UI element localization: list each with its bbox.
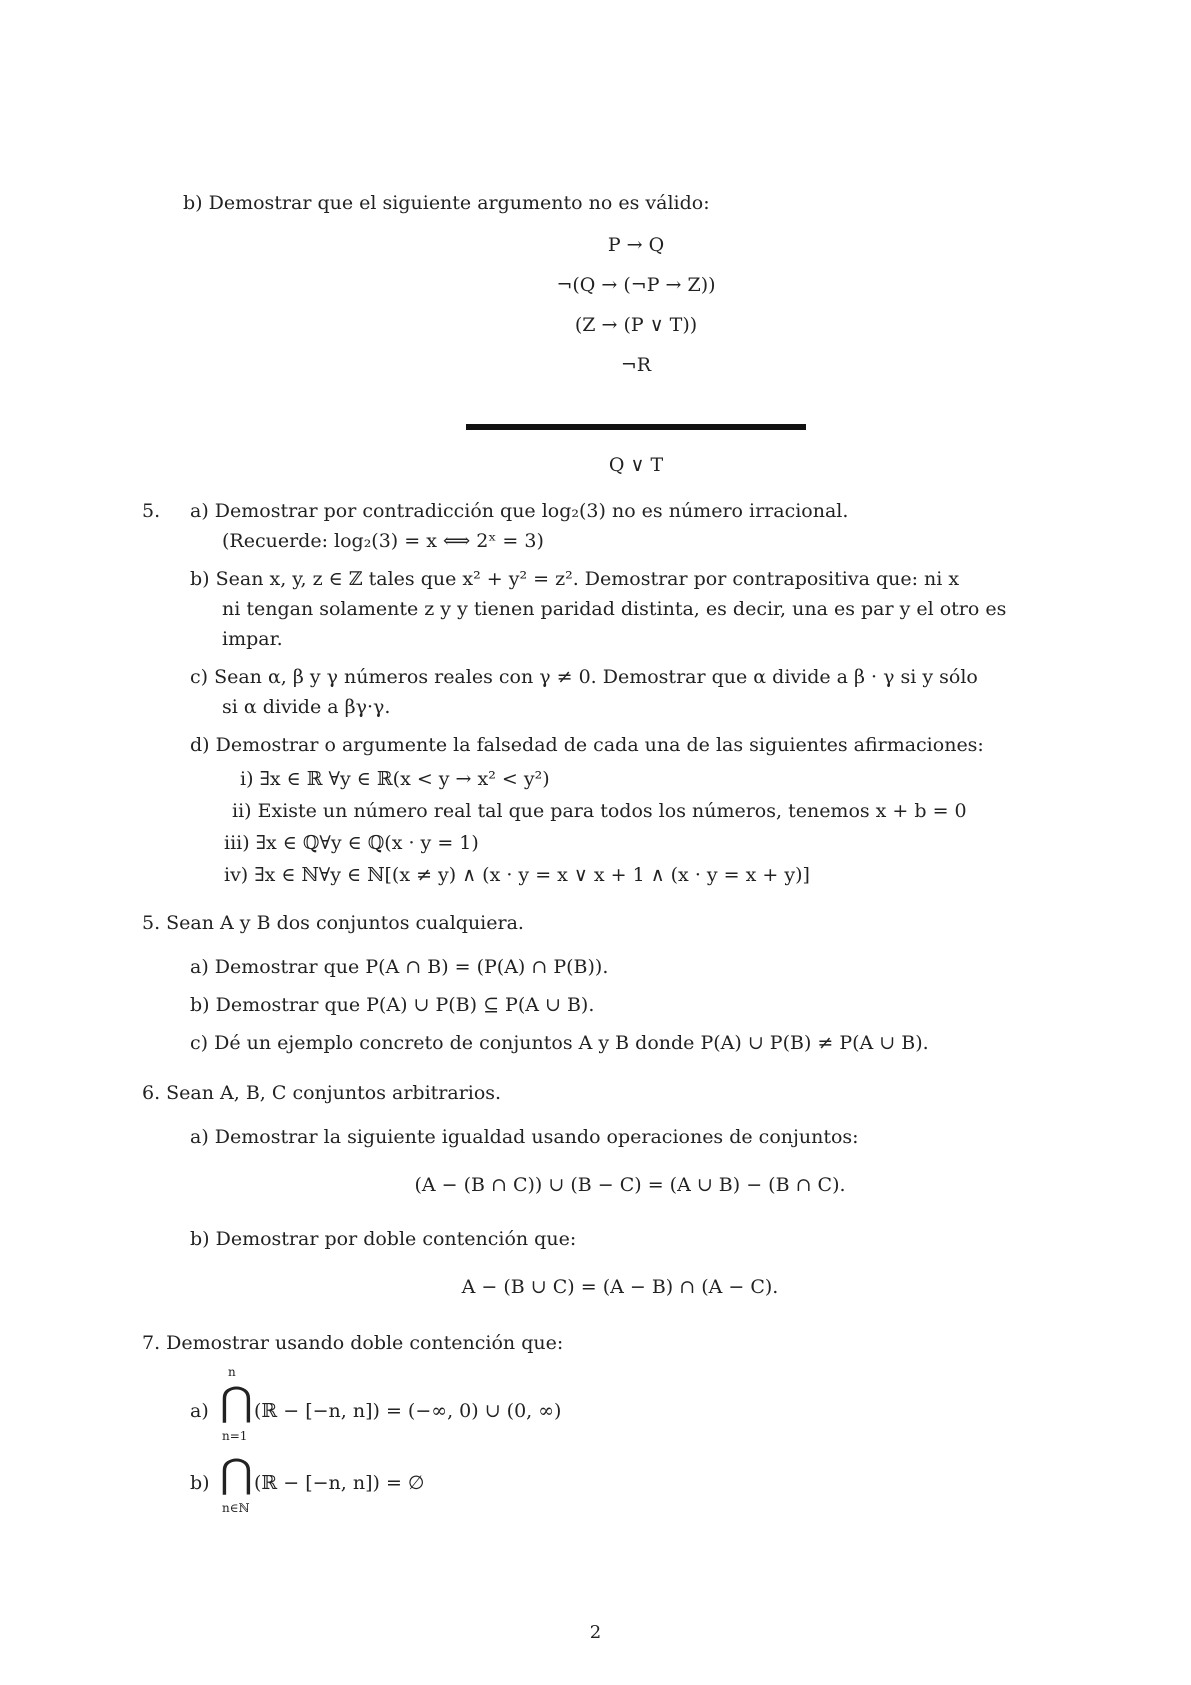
big-intersection-icon: ⋂ xyxy=(220,1451,253,1497)
ex7-b: b) Demostrar por doble contención que: xyxy=(190,1228,577,1250)
ex5-c-line2: si α divide a βγ·γ. xyxy=(222,696,391,718)
ex5-c-line1: c) Sean α, β y γ números reales con γ ≠ 0. Demostrar que α divide a β · γ si y sólo xyxy=(190,666,978,688)
ex6-c: c) Dé un ejemplo concreto de conjuntos A y B donde P(A) ∪ P(B) ≠ P(A ∪ B). xyxy=(190,1032,929,1054)
ex7-a-equation: (A − (B ∩ C)) ∪ (B − C) = (A ∪ B) − (B ∩ C). xyxy=(414,1174,846,1196)
ex7-a: a) Demostrar la siguiente igualdad usando operaciones de conjuntos: xyxy=(190,1126,859,1148)
premise-2: ¬(Q → (¬P → Z)) xyxy=(556,274,716,296)
ex8-intro: 7. Demostrar usando doble contención que: xyxy=(142,1332,564,1354)
ex6-a: a) Demostrar que P(A ∩ B) = (P(A) ∩ P(B)). xyxy=(190,956,609,978)
ex5-a-line2: (Recuerde: log₂(3) = x ⟺ 2ˣ = 3) xyxy=(222,530,544,552)
ex5-b-line2: ni tengan solamente z y y tienen paridad distinta, es decir, una es par y el otro es xyxy=(222,598,1007,620)
ex8-a-rest: (ℝ − [−n, n]) = (−∞, 0) ∪ (0, ∞) xyxy=(254,1400,562,1422)
premise-4: ¬R xyxy=(620,354,652,376)
ex6-intro: 5. Sean A y B dos conjuntos cualquiera. xyxy=(142,912,524,934)
ex5-d: d) Demostrar o argumente la falsedad de cada una de las siguientes afirmaciones: xyxy=(190,734,984,756)
premise-3: (Z → (P ∨ T)) xyxy=(574,314,698,336)
ex5-d-i: i) ∃x ∈ ℝ ∀y ∈ ℝ(x < y → x² < y²) xyxy=(240,768,550,790)
premise-1: P → Q xyxy=(607,234,665,256)
ex8-b-rest: (ℝ − [−n, n]) = ∅ xyxy=(254,1472,425,1494)
conclusion: Q ∨ T xyxy=(608,454,664,476)
big-intersection-icon: ⋂ xyxy=(220,1379,253,1425)
ex7-intro: 6. Sean A, B, C conjuntos arbitrarios. xyxy=(142,1082,502,1104)
ex8-a-lower-index: n=1 xyxy=(222,1429,248,1443)
ex8-b-label: b) xyxy=(190,1472,210,1494)
argument-rule xyxy=(466,424,806,430)
ex5-number: 5. xyxy=(142,500,161,522)
ex5-d-iii: iii) ∃x ∈ ℚ∀y ∈ ℚ(x · y = 1) xyxy=(224,832,479,854)
ex5-b-line3: impar. xyxy=(222,628,283,650)
ex5-a-line1: a) Demostrar por contradicción que log₂(3) no es número irracional. xyxy=(190,500,849,522)
item-b-intro: b) Demostrar que el siguiente argumento no es válido: xyxy=(183,192,710,214)
ex8-a-label: a) xyxy=(190,1400,209,1422)
ex5-b-line1: b) Sean x, y, z ∈ ℤ tales que x² + y² = z². Demostrar por contrapositiva que: ni x xyxy=(190,568,960,590)
ex6-b: b) Demostrar que P(A) ∪ P(B) ⊆ P(A ∪ B). xyxy=(190,994,595,1016)
ex5-d-ii: ii) Existe un número real tal que para todos los números, tenemos x + b = 0 xyxy=(232,800,967,822)
ex8-a-upper-index: n xyxy=(228,1365,236,1379)
ex8-b-lower-index: n∈ℕ xyxy=(222,1501,250,1515)
ex5-d-iv: iv) ∃x ∈ ℕ∀y ∈ ℕ[(x ≠ y) ∧ (x · y = x ∨ x + 1 ∧ (x · y = x + y)] xyxy=(224,864,810,886)
page-number: 2 xyxy=(589,1622,602,1643)
ex7-b-equation: A − (B ∪ C) = (A − B) ∩ (A − C). xyxy=(461,1276,779,1298)
